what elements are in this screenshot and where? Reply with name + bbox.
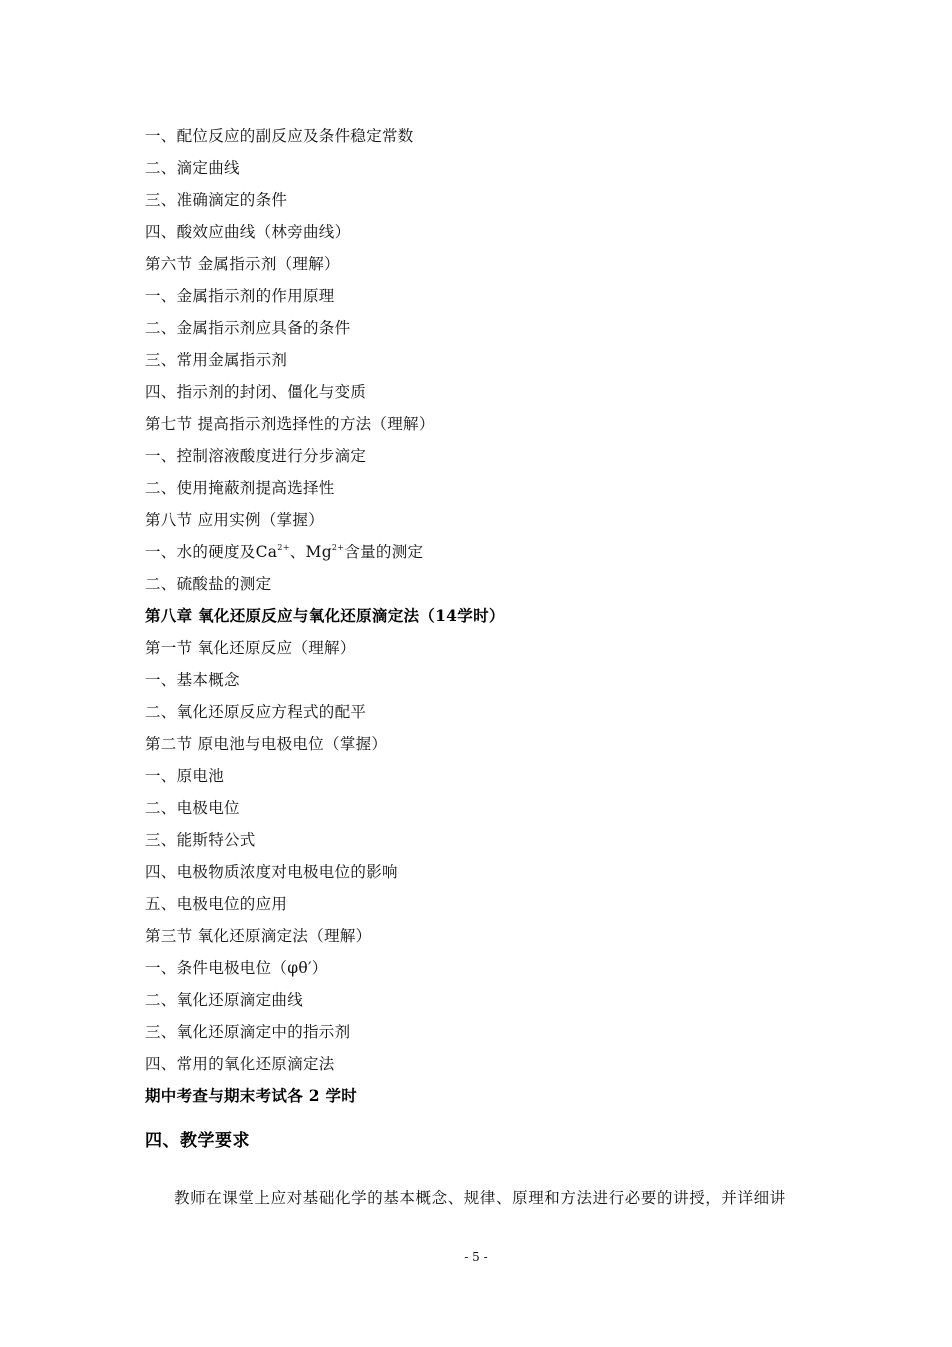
hardness-suffix: 含量的测定 [344, 543, 424, 561]
teaching-requirements-heading: 四、教学要求 [145, 1131, 250, 1151]
chapter-title: 第八章 氧化还原反应与氧化还原滴定法（14学时） [145, 606, 505, 625]
outline-line: 一、配位反应的副反应及条件稳定常数 [145, 127, 414, 145]
outline-line: 二、硫酸盐的测定 [145, 575, 272, 593]
outline-line: 一、原电池 [145, 767, 225, 785]
outline-line: 一、条件电极电位（φθ′） [145, 959, 328, 977]
section-title: 第八节 应用实例（掌握） [145, 511, 325, 529]
hardness-prefix: 一、水的硬度及Ca [145, 543, 278, 561]
exam-hours-line: 期中考查与期末考试各 2 学时 [145, 1086, 358, 1105]
outline-line: 一、金属指示剂的作用原理 [145, 287, 335, 305]
outline-line: 四、常用的氧化还原滴定法 [145, 1055, 335, 1073]
section-title: 第二节 原电池与电极电位（掌握） [145, 735, 388, 753]
section-title: 第三节 氧化还原滴定法（理解） [145, 927, 372, 945]
outline-line: 三、常用金属指示剂 [145, 351, 288, 369]
outline-line: 三、氧化还原滴定中的指示剂 [145, 1023, 351, 1041]
outline-line: 五、电极电位的应用 [145, 895, 288, 913]
outline-line: 四、酸效应曲线（林旁曲线） [145, 223, 351, 241]
syllabus-outline [145, 120, 845, 1112]
outline-line: 四、指示剂的封闭、僵化与变质 [145, 383, 367, 401]
section-title: 第六节 金属指示剂（理解） [145, 255, 340, 273]
page-number: - 5 - [464, 1250, 488, 1264]
outline-line: 二、电极电位 [145, 799, 240, 817]
section-title: 第一节 氧化还原反应（理解） [145, 639, 356, 657]
outline-line: 二、金属指示剂应具备的条件 [145, 319, 351, 337]
outline-line: 三、能斯特公式 [145, 831, 256, 849]
outline-line: 三、准确滴定的条件 [145, 191, 288, 209]
outline-line: 二、氧化还原反应方程式的配平 [145, 703, 367, 721]
mg-charge: 2+ [331, 543, 345, 552]
outline-line: 一、控制溶液酸度进行分步滴定 [145, 447, 367, 465]
outline-line: 一、基本概念 [145, 671, 240, 689]
body-paragraph: 教师在课堂上应对基础化学的基本概念、规律、原理和方法进行必要的讲授，并详细讲 [174, 1189, 786, 1207]
hardness-middle: 、Mg [289, 543, 332, 561]
ca-charge: 2+ [277, 543, 290, 552]
outline-line: 二、滴定曲线 [145, 159, 240, 177]
outline-line-hardness [145, 536, 845, 568]
outline-line: 二、氧化还原滴定曲线 [145, 991, 304, 1009]
outline-line: 二、使用掩蔽剂提高选择性 [145, 479, 335, 497]
section-title: 第七节 提高指示剂选择性的方法（理解） [145, 415, 435, 433]
outline-line: 四、电极物质浓度对电极电位的影响 [145, 863, 398, 881]
